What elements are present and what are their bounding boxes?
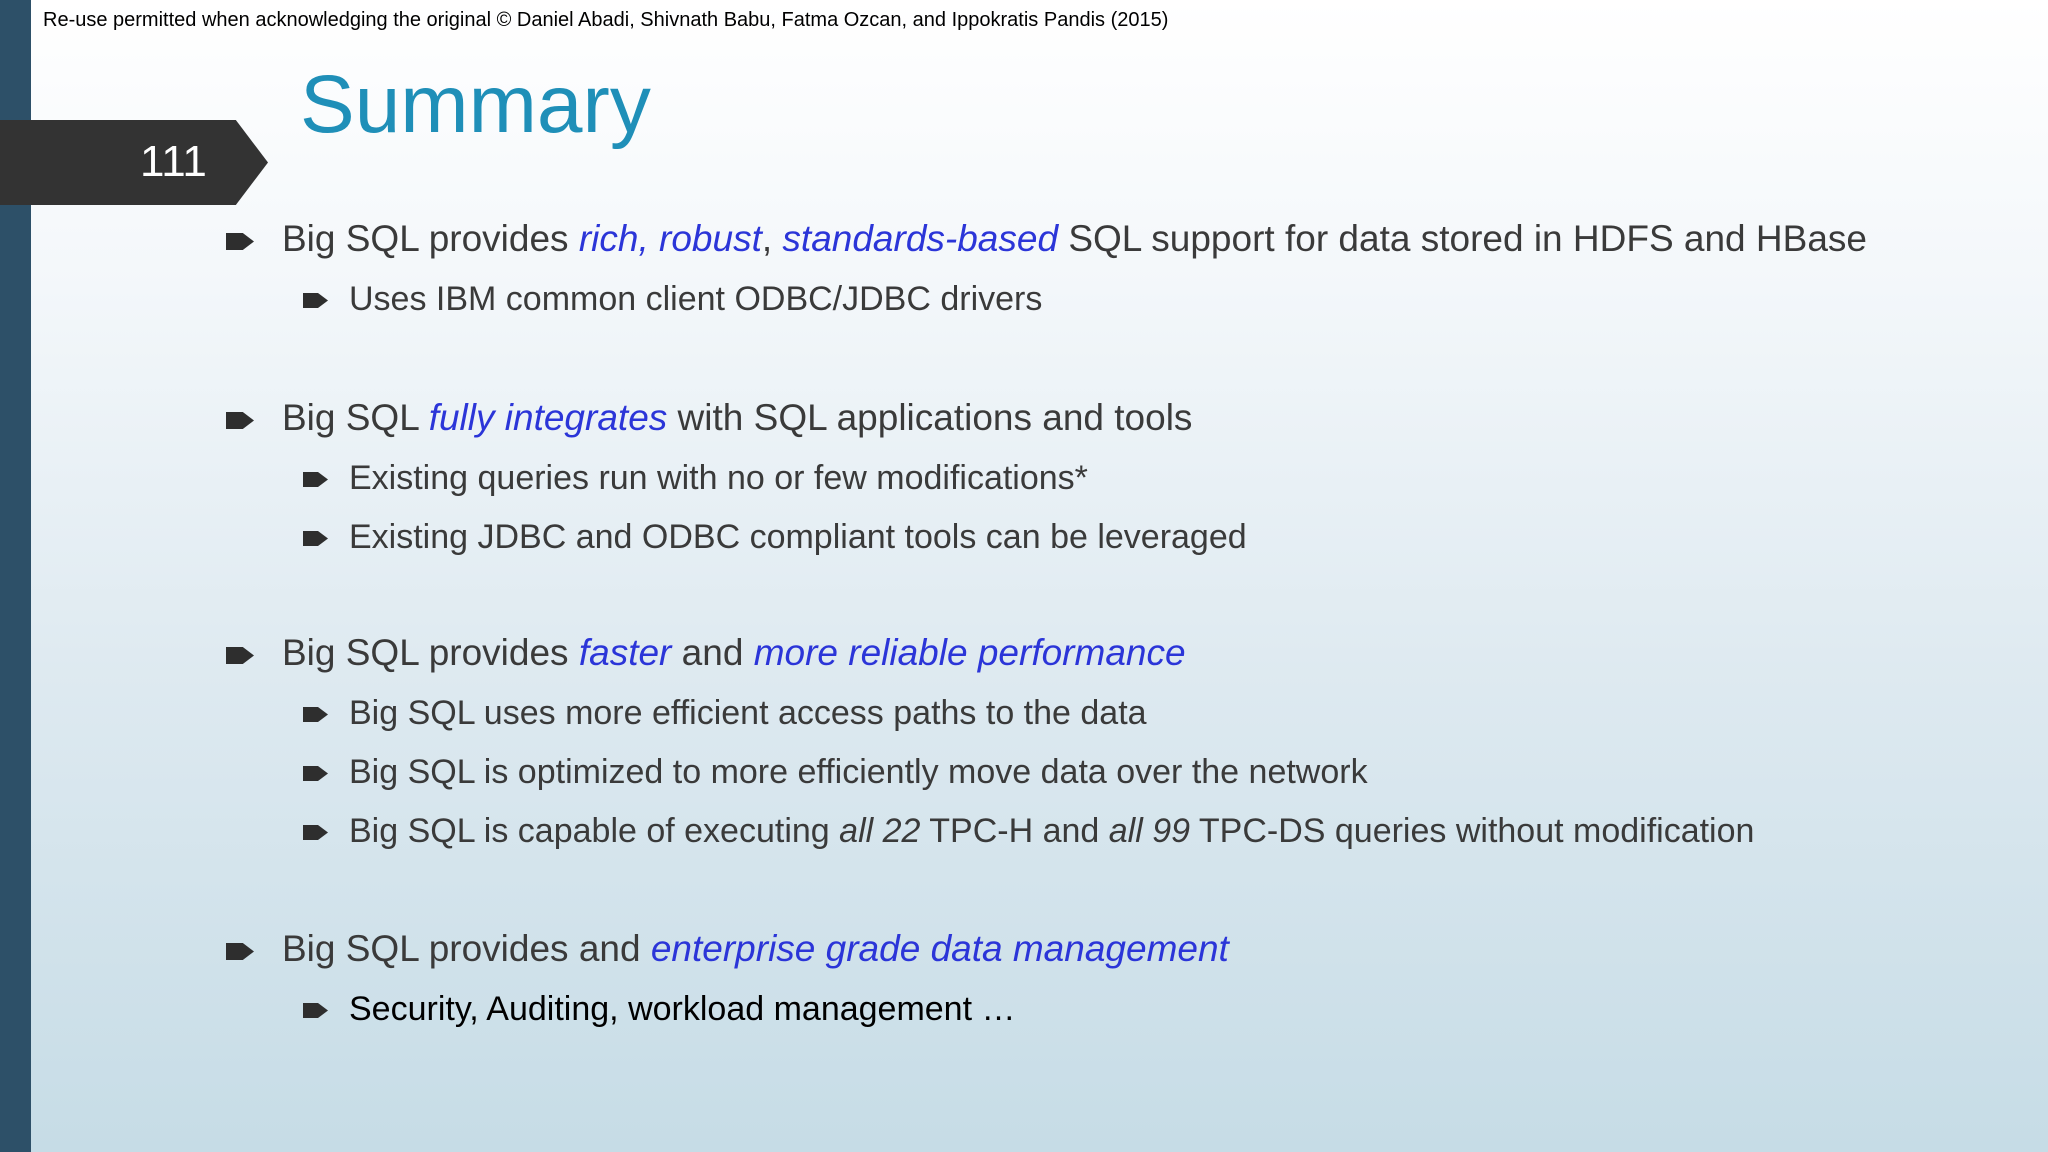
sub-bullet-item: [349, 694, 1147, 733]
sub-bullet-item: [349, 990, 1016, 1029]
slide-number: 111: [140, 137, 207, 186]
arrow-bullet-icon: [303, 707, 328, 722]
sub-bullet-text: TPC-DS queries without modification: [1190, 812, 1755, 850]
sub-bullet-italic: all 22: [839, 812, 921, 850]
sub-bullet-text: Security, Auditing, workload management …: [349, 990, 1016, 1028]
sub-bullet-text: Existing JDBC and ODBC compliant tools can be leveraged: [349, 518, 1247, 556]
bullet-emphasis: fully integrates: [428, 397, 668, 438]
arrow-bullet-icon: [303, 472, 328, 487]
sub-bullet-text: Big SQL uses more efficient access paths to the data: [349, 694, 1147, 732]
arrow-bullet-icon: [226, 233, 254, 250]
slide-title: Summary: [300, 59, 651, 150]
bullet-text: SQL support for data stored in HDFS and HBase: [1058, 218, 1867, 259]
bullet-text: Big SQL provides: [282, 632, 579, 673]
bullet-item: [282, 632, 1186, 674]
copyright-notice: Re-use permitted when acknowledging the original © Daniel Abadi, Shivnath Babu, Fatma Ozcan, and Ippokratis Pandis (2015): [43, 9, 1169, 31]
bullet-emphasis: standards-based: [782, 218, 1059, 259]
bullet-item: [282, 928, 1229, 970]
arrow-bullet-icon: [226, 943, 254, 960]
bullet-emphasis: rich, robust: [578, 218, 762, 259]
sub-bullet-item: [349, 518, 1247, 557]
sub-bullet-item: [349, 280, 1042, 319]
sub-bullet-text: TPC-H and: [920, 812, 1109, 850]
arrow-bullet-icon: [303, 531, 328, 546]
arrow-bullet-icon: [303, 825, 328, 840]
bullet-text: ,: [761, 218, 783, 259]
arrow-bullet-icon: [303, 293, 328, 308]
bullet-text: and: [671, 632, 754, 673]
bullet-emphasis: faster: [578, 632, 672, 673]
sub-bullet-item: [349, 459, 1088, 498]
bullet-emphasis: more reliable performance: [753, 632, 1186, 673]
bullet-text: Big SQL: [282, 397, 429, 438]
sub-bullet-text: Big SQL is capable of executing: [349, 812, 840, 850]
sub-bullet-text: Uses IBM common client ODBC/JDBC drivers: [349, 280, 1043, 318]
sub-bullet-text: Existing queries run with no or few modifications*: [349, 459, 1088, 497]
arrow-bullet-icon: [303, 766, 328, 781]
arrow-bullet-icon: [226, 647, 254, 664]
arrow-bullet-icon: [226, 412, 254, 429]
sub-bullet-item: [349, 753, 1368, 792]
sub-bullet-item: [349, 812, 1754, 851]
bullet-item: [282, 397, 1192, 439]
bullet-emphasis: enterprise grade data management: [650, 928, 1229, 969]
bullet-text: Big SQL provides and: [282, 928, 651, 969]
slide-number-tab: [0, 120, 268, 205]
arrow-bullet-icon: [303, 1003, 328, 1018]
sub-bullet-text: Big SQL is optimized to more efficiently move data over the network: [349, 753, 1368, 791]
bullet-text: with SQL applications and tools: [667, 397, 1193, 438]
sub-bullet-italic: all 99: [1108, 812, 1191, 850]
bullet-item: [282, 218, 1867, 260]
bullet-text: Big SQL provides: [282, 218, 579, 259]
